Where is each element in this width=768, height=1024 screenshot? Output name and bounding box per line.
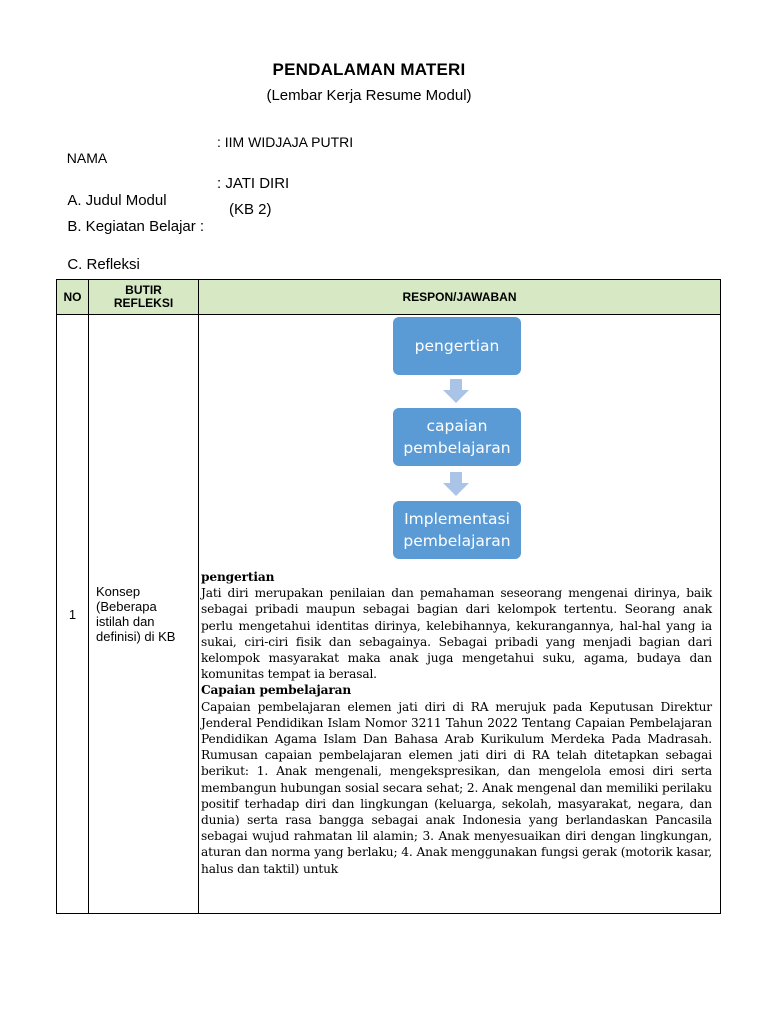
down-arrow-icon [443,472,469,496]
judul-modul-label: A. Judul Modul [67,192,167,209]
refleksi-heading [59,239,140,273]
row-response [199,315,721,914]
flow-box-implementasi [393,501,521,559]
flow-box-label: Implementasi pembelajaran [403,510,511,550]
reflection-table [56,279,721,914]
flow-box-capaian [393,408,521,466]
header-no: NO [57,280,89,315]
kegiatan-belajar-value: (KB 2) [229,201,272,218]
kegiatan-belajar-label: B. Kegiatan Belajar : [67,218,205,235]
response-heading-capaian: Capaian pembelajaran [201,683,352,698]
flow-box-pengertian [393,317,521,375]
table-row [57,315,721,914]
page-subtitle: (Lembar Kerja Resume Modul) [266,87,472,104]
header-butir-text: BUTIR REFLEKSI [113,283,174,310]
response-paragraph-capaian: Capaian pembelajaran elemen jati diri di RA merujuk pada Keputusan Direktur Jenderal Pendidikan Islam Nomor 3211 Tahun 2022 Tentang Capaian Pembelajaran Pendidikan Agama Islam Dan Bahasa Arab Kurikulum Merdeka Pada Madrasah. Rumusan capaian pembelajaran elemen jati diri di RA telah ditetapkan sebagai berikut: 1. Anak mengenali, mengekspresikan, dan mengelola emosi diri serta membangun hubungan sosial secara sehat; 2. Anak mengenal dan memiliki perilaku positif terhadap diri dan lingkungan (keluarga, sekolah, masyarakat, negara, dan dunia) serta rasa bangga sebagai anak Indonesia yang berlandaskan Pancasila sebagai wujud rahmatan lil alamin; 3. Anak menyesuaikan diri dengan lingkungan, aturan dan norma yang berlaku; 4. Anak menggunakan fungsi gerak (motorik kasar, halus dan taktil) untuk [201,699,712,876]
refleksi-label: C. Refleksi [67,256,140,273]
down-arrow-icon [443,379,469,403]
response-heading-pengertian: pengertian [201,570,275,584]
row-butir-text: Konsep (Beberapa istilah dan definisi) di KB [96,584,176,644]
row-no: 1 [57,315,89,914]
response-paragraph-pengertian: Jati diri merupakan penilaian dan pemahaman seseorang mengenai dirinya, baik sebagai pribadi maupun sebagai bagian dari kelompok tertentu. Seorang anak perlu mengetahui identitas dirinya, kelebihannya, kekurangannya, hal-hal yang ia sukai, ciri-ciri fisik dan sebagainya. Sebagai pribadi yang menjadi bagian dari kelompok masyarakat maka anak juga mengetahui suku, agama, budaya dan komunitas tempat ia berasal. [201,586,712,682]
flow-box-label: capaian pembelajaran [403,417,511,457]
concept-flow-diagram [393,315,523,565]
response-text [201,569,712,877]
flow-box-label: pengertian [414,337,500,355]
header-butir [89,280,199,315]
row-butir [89,315,199,914]
nama-label: NAMA [66,150,108,166]
nama-value: : IIM WIDJAJA PUTRI [217,134,354,150]
header-respon: RESPON/JAWABAN [199,280,721,315]
table-header-row [57,280,721,315]
page-title: PENDALAMAN MATERI [272,60,466,79]
judul-modul-value: : JATI DIRI [217,175,290,192]
